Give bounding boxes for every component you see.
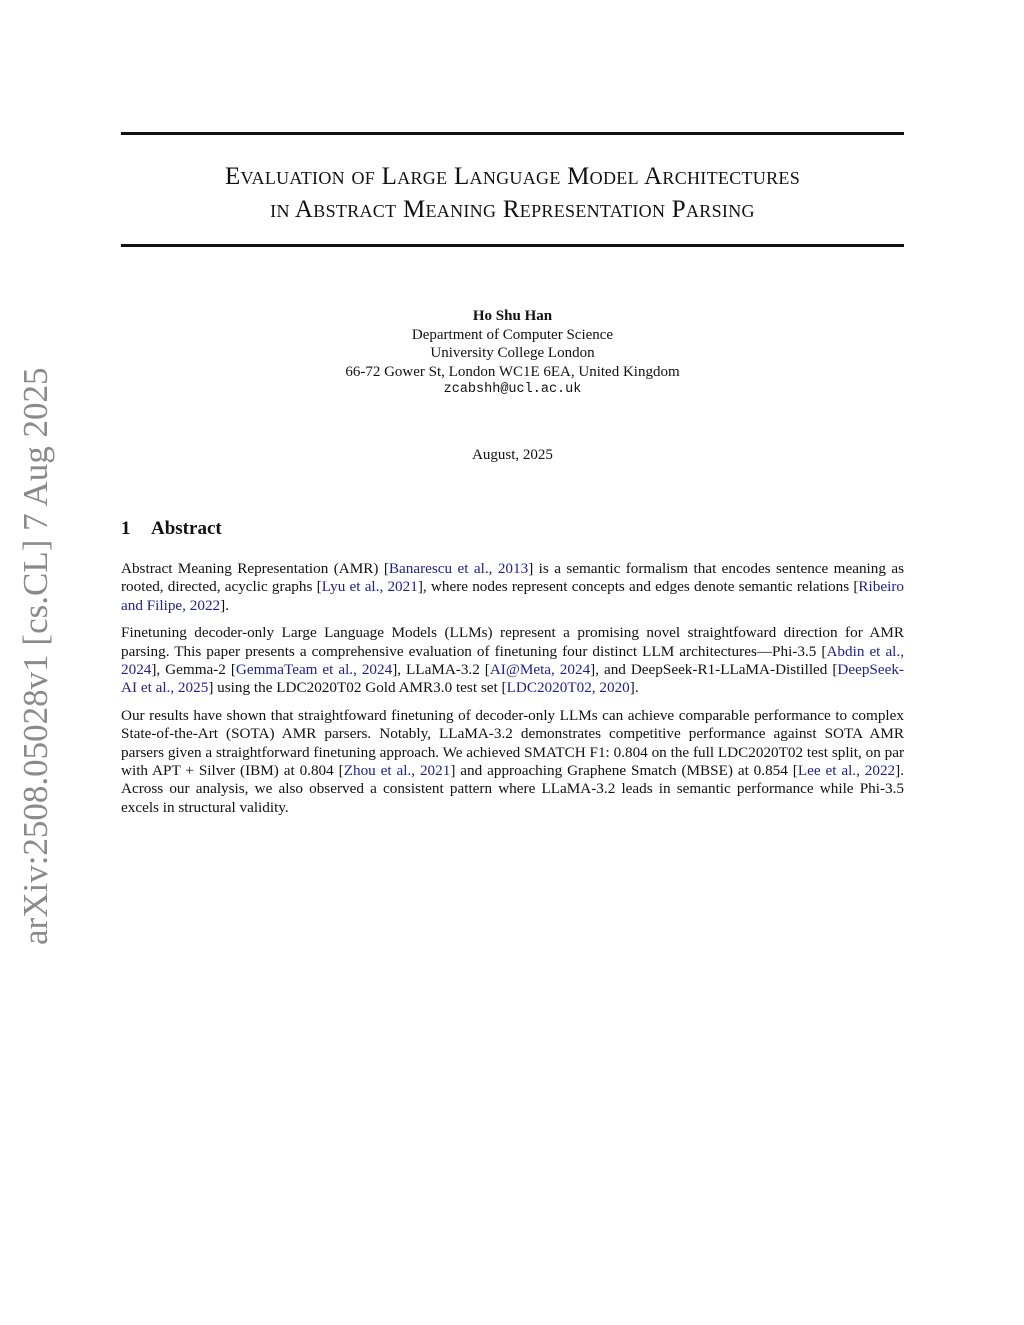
author-name: Ho Shu Han bbox=[472, 308, 553, 324]
arxiv-identifier: arXiv:2508.05028v1 [cs.CL] 7 Aug 2025 bbox=[16, 367, 55, 945]
citation-link[interactable]: Banarescu et al., 2013 bbox=[388, 560, 529, 577]
text-run: ]. bbox=[629, 679, 639, 697]
citation-link[interactable]: GemmaTeam et al., 2024 bbox=[235, 661, 393, 679]
title-line-2: in Abstract Meaning Representation Parsing bbox=[270, 196, 755, 223]
author-block bbox=[121, 307, 904, 400]
author-department: Department of Computer Science bbox=[411, 326, 614, 343]
citation-link[interactable]: Lyu et al., 2021 bbox=[321, 578, 418, 596]
text-run: ], where nodes represent concepts and edges denote semantic relations [ bbox=[417, 578, 859, 596]
text-run: ] is a semantic formalism that encodes sentence meaning as rooted, directed, acyclic graphs [ bbox=[121, 560, 905, 596]
citation-link[interactable]: Zhou et al., 2021 bbox=[343, 762, 451, 780]
citation-link[interactable]: LDC2020T02, 2020 bbox=[506, 679, 630, 697]
title-rule-bottom bbox=[121, 244, 904, 247]
citation-link[interactable]: Ribeiro and Filipe, 2022 bbox=[121, 578, 904, 614]
text-run: ] and approaching Graphene Smatch (MBSE) at 0.854 [ bbox=[450, 762, 798, 780]
text-run: ] using the LDC2020T02 Gold AMR3.0 test set [ bbox=[208, 679, 507, 697]
text-run: ], LLaMA-3.2 [ bbox=[392, 661, 490, 679]
abstract-body bbox=[121, 560, 904, 826]
section-number: 1 bbox=[121, 518, 131, 539]
section-title: Abstract bbox=[151, 518, 222, 539]
author-address: 66-72 Gower St, London WC1E 6EA, United Kingdom bbox=[345, 363, 680, 380]
citation-link[interactable]: DeepSeek-AI et al., 2025 bbox=[121, 661, 905, 697]
text-run: ]. bbox=[220, 596, 229, 614]
author-university: University College London bbox=[430, 345, 595, 361]
text-run: Finetuning decoder-only Large Language Models (LLMs) represent a promising novel straightfoward direction for AMR parsing. This paper presents a comprehensive evaluation of finetuning four distinct LLM architectures—Phi-3.5 [ bbox=[121, 624, 904, 660]
title-rule-top bbox=[121, 132, 904, 135]
text-run: Our results have shown that straightfoward finetuning of decoder-only LLMs can achieve comparable performance to complex State-of-the-Art (SOTA) AMR parsers. Notably, LLaMA-3.2 demonstrates competitive performance against SOTA AMR parsers given a straightforward finetuning approach. We achieved SMATCH F1: 0.804 on the full LDC2020T02 test split, on par with APT + Silver (IBM) at 0.804 [ bbox=[121, 706, 904, 780]
citation-link[interactable]: Lee et al., 2022 bbox=[797, 762, 896, 780]
section-heading-abstract bbox=[121, 518, 222, 540]
title-line-1: Evaluation of Large Language Model Architectures bbox=[224, 163, 801, 190]
abstract-paragraph-2 bbox=[121, 624, 904, 698]
citation-link[interactable]: AI@Meta, 2024 bbox=[489, 661, 591, 679]
text-run: ], and DeepSeek-R1-LLaMA-Distilled [ bbox=[590, 661, 838, 679]
paper-title bbox=[121, 160, 904, 226]
text-run: ]. Across our analysis, we also observed a consistent pattern where LLaMA-3.2 leads in semantic performance while Phi-3.5 excels in structural validity. bbox=[121, 762, 905, 816]
citation-link[interactable]: Abdin et al., 2024 bbox=[121, 642, 904, 679]
abstract-paragraph-3 bbox=[121, 707, 904, 817]
abstract-paragraph-1 bbox=[121, 560, 904, 615]
author-email[interactable]: zcabshh@ucl.ac.uk bbox=[443, 382, 582, 397]
paper-date: August, 2025 bbox=[472, 447, 553, 463]
text-run: Abstract Meaning Representation (AMR) [ bbox=[121, 560, 389, 577]
text-run: ], Gemma-2 [ bbox=[151, 661, 236, 679]
